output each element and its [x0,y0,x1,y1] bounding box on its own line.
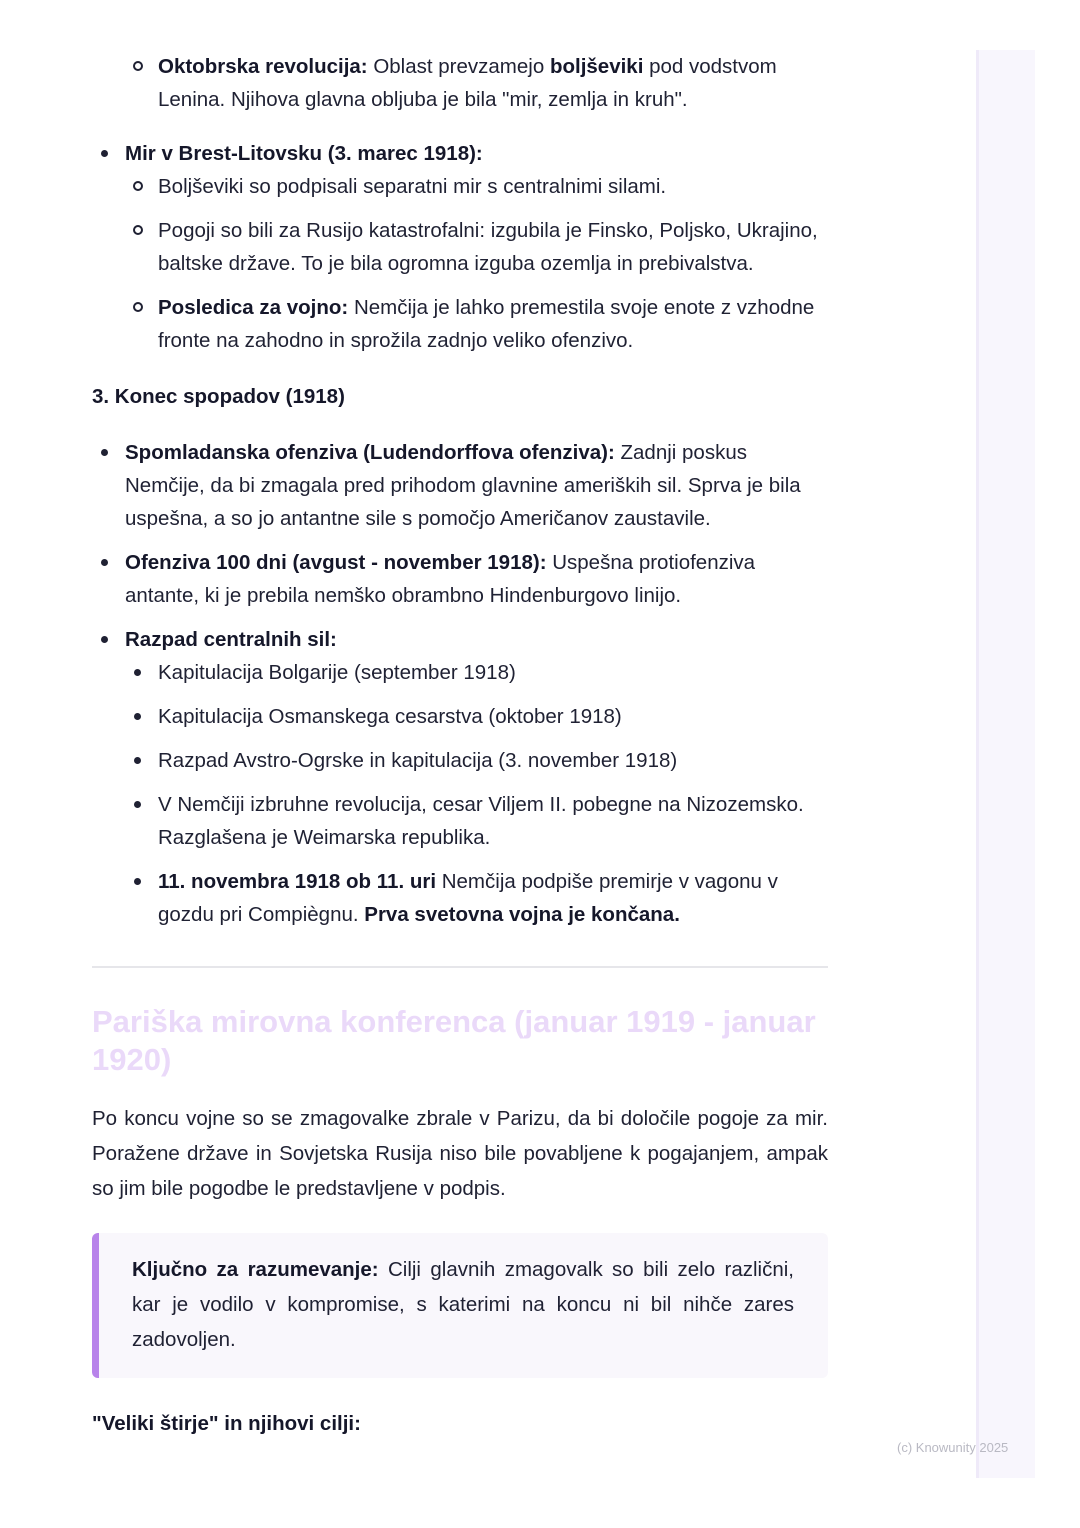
brest-sublist [92,170,828,357]
section-divider [92,966,828,968]
section-heading-pariska: Pariška mirovna konferenca (januar 1919 - januar 1920) [92,1004,816,1077]
document-page [92,50,828,1440]
paris-paragraph: Po koncu vojne so se zmagovalke zbrale v Parizu, da bi določile pogoje za mir. Poražene države in Sovjetska Rusija niso bile povabljene k pogajanjem, ampak so jim bile pogodbe le predstavljene v podpis. [92,1107,828,1200]
oktobrska-list [92,50,828,116]
page-side-strip [976,50,1035,1478]
oktobrska-label: Oktobrska revolucija: [158,55,368,78]
section-heading-konec: 3. Konec spopadov (1918) [92,385,345,408]
list-item-razpad-sub1: Kapitulacija Bolgarije (september 1918) [92,656,828,689]
list-item-razpad-sub5: 11. novembra 1918 ob 11. uri Nemčija podpiše premirje v vagonu v gozdu pri Compiègnu. Prva svetovna vojna je končana. [92,865,828,931]
konec-list [92,436,828,931]
list-item-spomladanska: Spomladanska ofenziva (Ludendorffova ofenziva): Zadnji poskus Nemčije, da bi zmagala pred prihodom glavnine ameriških sil. Sprva je bila uspešna, a so jo antantne sile s pomočjo Američanov zaustavile. [92,436,828,535]
big-four-heading: "Veliki štirje" in njihovi cilji: [92,1412,361,1435]
list-item-razpad-sub2: Kapitulacija Osmanskega cesarstva (oktober 1918) [92,700,828,733]
list-item-brest-sub2: Pogoji so bili za Rusijo katastrofalni: izgubila je Finsko, Poljsko, Ukrajino, baltske države. To je bila ogromna izguba ozemlja in prebivalstva. [92,214,828,280]
footer-copyright: (c) Knowunity 2025 [897,1440,1009,1455]
callout-text: Cilji glavnih zmagovalk so bili zelo različni, kar je vodilo v kompromise, s katerimi na koncu ni bil nihče zares zadovoljen. [132,1258,794,1351]
callout-label: Ključno za razumevanje: [132,1258,379,1281]
callout-box [92,1233,828,1378]
list-item-razpad-sub4: V Nemčiji izbruhne revolucija, cesar Viljem II. pobegne na Nizozemsko. Razglašena je Weimarska republika. [92,788,828,854]
list-item-brest-sub3: Posledica za vojno: Nemčija je lahko premestila svoje enote z vzhodne fronte na zahodno in sprožila zadnjo veliko ofenzivo. [92,291,828,357]
list-item-razpad: Razpad centralnih sil: Kapitulacija Bolgarije (september 1918) Kapitulacija Osmanskega cesarstva (oktober 1918) Razpad Avstro-Ogrske in kapitulacija (3. november 1918) V Nemčiji izbruhne revolucija, cesar Viljem II. pobegne na Nizozemsko. Razglašena je Weimarska republika. 11. novembra 1918 ob 11. uri Nemčija podpiše premirje v vagonu v gozdu pri Compiègnu. Prva svetovna vojna je končana. [92,623,828,931]
razpad-sublist [92,656,828,931]
list-item-ofenziva-100: Ofenziva 100 dni (avgust - november 1918): Uspešna protiofenziva antante, ki je prebila nemško obrambno Hindenburgovo linijo. [92,546,828,612]
brest-list [92,137,828,357]
list-item-brest [92,137,828,357]
list-item-oktobrska: Oktobrska revolucija: Oblast prevzamejo boljševiki pod vodstvom Lenina. Njihova glavna obljuba je bila "mir, zemlja in kruh". [92,50,828,116]
list-item-razpad-sub3: Razpad Avstro-Ogrske in kapitulacija (3. november 1918) [92,744,828,777]
brest-label: Mir v Brest-Litovsku (3. marec 1918): [125,142,483,165]
list-item-brest-sub1: Boljševiki so podpisali separatni mir s centralnimi silami. [92,170,828,203]
